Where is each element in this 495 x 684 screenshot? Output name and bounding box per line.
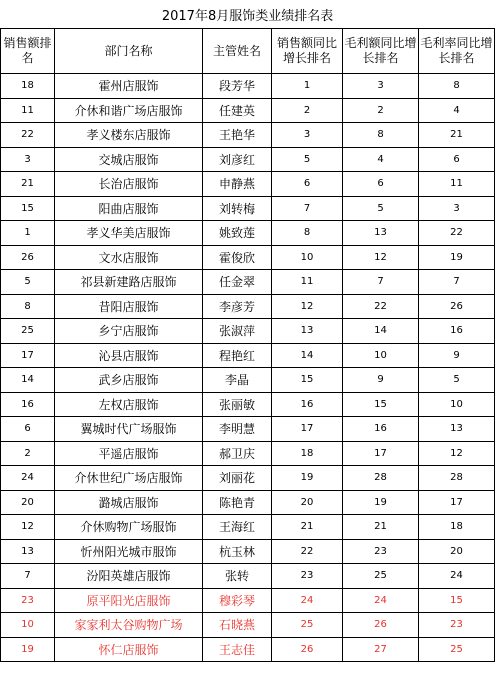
header-dept[interactable]: 部门名称 [55, 29, 203, 74]
cell-profit-growth[interactable]: 19 [343, 490, 419, 515]
cell-manager[interactable]: 陈艳青 [203, 490, 272, 515]
cell-sales-growth[interactable]: 3 [272, 123, 343, 148]
cell-profit-growth[interactable]: 22 [343, 294, 419, 319]
cell-sales-growth[interactable]: 1 [272, 74, 343, 99]
cell-margin-growth[interactable]: 13 [419, 417, 495, 442]
cell-dept[interactable]: 介休和谐广场店服饰 [55, 98, 203, 123]
cell-manager[interactable]: 李彦芳 [203, 294, 272, 319]
table-row [1, 196, 495, 221]
cell-dept[interactable]: 沁县店服饰 [55, 343, 203, 368]
cell-margin-growth[interactable]: 17 [419, 490, 495, 515]
cell-manager[interactable]: 王海红 [203, 515, 272, 540]
cell-margin-growth[interactable]: 25 [419, 637, 495, 662]
cell-profit-growth[interactable]: 9 [343, 368, 419, 393]
cell-dept[interactable]: 介休购物广场服饰 [55, 515, 203, 540]
cell-margin-growth[interactable]: 22 [419, 221, 495, 246]
table-row [1, 172, 495, 197]
cell-margin-growth[interactable]: 23 [419, 613, 495, 638]
cell-sales-rank[interactable]: 10 [1, 613, 55, 638]
cell-sales-rank[interactable]: 19 [1, 637, 55, 662]
cell-manager[interactable]: 李明慧 [203, 417, 272, 442]
cell-dept[interactable]: 武乡店服饰 [55, 368, 203, 393]
cell-profit-growth[interactable]: 27 [343, 637, 419, 662]
cell-manager[interactable]: 杭玉林 [203, 539, 272, 564]
cell-manager[interactable]: 任金翠 [203, 270, 272, 295]
cell-manager[interactable]: 任建英 [203, 98, 272, 123]
cell-dept[interactable]: 左权店服饰 [55, 392, 203, 417]
cell-sales-growth[interactable]: 7 [272, 196, 343, 221]
header-row [1, 29, 495, 74]
cell-sales-growth[interactable]: 19 [272, 466, 343, 491]
cell-sales-growth[interactable]: 21 [272, 515, 343, 540]
cell-profit-growth[interactable]: 24 [343, 588, 419, 613]
table-row [1, 147, 495, 172]
cell-sales-growth[interactable]: 22 [272, 539, 343, 564]
cell-dept[interactable]: 潞城店服饰 [55, 490, 203, 515]
cell-manager[interactable]: 姚致莲 [203, 221, 272, 246]
cell-sales-growth[interactable]: 17 [272, 417, 343, 442]
cell-dept[interactable]: 汾阳英雄店服饰 [55, 564, 203, 589]
cell-margin-growth[interactable]: 4 [419, 98, 495, 123]
header-sales-growth[interactable]: 销售额同比增长排名 [272, 29, 343, 74]
cell-sales-rank[interactable]: 14 [1, 368, 55, 393]
cell-sales-rank[interactable]: 13 [1, 539, 55, 564]
table-row [1, 343, 495, 368]
cell-profit-growth[interactable]: 17 [343, 441, 419, 466]
cell-sales-rank[interactable]: 20 [1, 490, 55, 515]
cell-margin-growth[interactable]: 7 [419, 270, 495, 295]
table-row [1, 466, 495, 491]
header-manager[interactable]: 主管姓名 [203, 29, 272, 74]
cell-sales-rank[interactable]: 18 [1, 74, 55, 99]
cell-dept[interactable]: 交城店服饰 [55, 147, 203, 172]
cell-manager[interactable]: 穆彩琴 [203, 588, 272, 613]
cell-manager[interactable]: 王志佳 [203, 637, 272, 662]
cell-manager[interactable]: 郝卫庆 [203, 441, 272, 466]
cell-sales-growth[interactable]: 5 [272, 147, 343, 172]
cell-sales-rank[interactable]: 11 [1, 98, 55, 123]
table-row [1, 490, 495, 515]
cell-sales-growth[interactable]: 14 [272, 343, 343, 368]
cell-profit-growth[interactable]: 6 [343, 172, 419, 197]
table-row [1, 123, 495, 148]
cell-manager[interactable]: 申静燕 [203, 172, 272, 197]
header-sales-rank[interactable]: 销售额排名 [1, 29, 55, 74]
title-row [1, 0, 495, 29]
cell-sales-growth[interactable]: 10 [272, 245, 343, 270]
cell-margin-growth[interactable]: 15 [419, 588, 495, 613]
cell-sales-rank[interactable]: 26 [1, 245, 55, 270]
table-row [1, 564, 495, 589]
table-row [1, 98, 495, 123]
cell-sales-growth[interactable]: 16 [272, 392, 343, 417]
cell-dept[interactable]: 阳曲店服饰 [55, 196, 203, 221]
cell-sales-growth[interactable]: 8 [272, 221, 343, 246]
cell-manager[interactable]: 霍俊欣 [203, 245, 272, 270]
cell-sales-rank[interactable]: 17 [1, 343, 55, 368]
cell-profit-growth[interactable]: 5 [343, 196, 419, 221]
cell-sales-rank[interactable]: 16 [1, 392, 55, 417]
cell-dept[interactable]: 昔阳店服饰 [55, 294, 203, 319]
cell-margin-growth[interactable]: 8 [419, 74, 495, 99]
cell-sales-rank[interactable]: 1 [1, 221, 55, 246]
cell-sales-rank[interactable]: 6 [1, 417, 55, 442]
cell-sales-growth[interactable]: 13 [272, 319, 343, 344]
cell-manager[interactable]: 刘彦红 [203, 147, 272, 172]
cell-margin-growth[interactable]: 24 [419, 564, 495, 589]
cell-sales-growth[interactable]: 15 [272, 368, 343, 393]
cell-dept[interactable]: 孝义华美店服饰 [55, 221, 203, 246]
cell-profit-growth[interactable]: 28 [343, 466, 419, 491]
cell-sales-growth[interactable]: 23 [272, 564, 343, 589]
cell-sales-rank[interactable]: 7 [1, 564, 55, 589]
cell-profit-growth[interactable]: 14 [343, 319, 419, 344]
cell-profit-growth[interactable]: 23 [343, 539, 419, 564]
cell-sales-growth[interactable]: 12 [272, 294, 343, 319]
cell-margin-growth[interactable]: 3 [419, 196, 495, 221]
cell-margin-growth[interactable]: 19 [419, 245, 495, 270]
table-row [1, 515, 495, 540]
cell-dept[interactable]: 孝义楼东店服饰 [55, 123, 203, 148]
cell-margin-growth[interactable]: 9 [419, 343, 495, 368]
cell-margin-growth[interactable]: 6 [419, 147, 495, 172]
table-row [1, 74, 495, 99]
cell-profit-growth[interactable]: 13 [343, 221, 419, 246]
cell-margin-growth[interactable]: 11 [419, 172, 495, 197]
cell-profit-growth[interactable]: 25 [343, 564, 419, 589]
cell-dept[interactable]: 霍州店服饰 [55, 74, 203, 99]
cell-manager[interactable]: 张淑萍 [203, 319, 272, 344]
cell-manager[interactable]: 李晶 [203, 368, 272, 393]
header-margin-growth[interactable]: 毛利率同比增长排名 [419, 29, 495, 74]
cell-sales-growth[interactable]: 24 [272, 588, 343, 613]
table-row [1, 245, 495, 270]
cell-dept[interactable]: 平遥店服饰 [55, 441, 203, 466]
table-row [1, 441, 495, 466]
cell-profit-growth[interactable]: 3 [343, 74, 419, 99]
cell-sales-rank[interactable]: 21 [1, 172, 55, 197]
table-row [1, 270, 495, 295]
cell-margin-growth[interactable]: 5 [419, 368, 495, 393]
cell-sales-growth[interactable]: 20 [272, 490, 343, 515]
table-row [1, 221, 495, 246]
cell-sales-growth[interactable]: 26 [272, 637, 343, 662]
cell-sales-rank[interactable]: 2 [1, 441, 55, 466]
table-row [1, 319, 495, 344]
cell-manager[interactable]: 刘转梅 [203, 196, 272, 221]
cell-manager[interactable]: 段芳华 [203, 74, 272, 99]
cell-margin-growth[interactable]: 20 [419, 539, 495, 564]
cell-manager[interactable]: 石晓燕 [203, 613, 272, 638]
cell-profit-growth[interactable]: 16 [343, 417, 419, 442]
cell-dept[interactable]: 忻州阳光城市服饰 [55, 539, 203, 564]
cell-dept[interactable]: 祁县新建路店服饰 [55, 270, 203, 295]
cell-profit-growth[interactable]: 4 [343, 147, 419, 172]
cell-sales-growth[interactable]: 6 [272, 172, 343, 197]
cell-sales-rank[interactable]: 12 [1, 515, 55, 540]
table-row [1, 613, 495, 638]
cell-sales-rank[interactable]: 3 [1, 147, 55, 172]
cell-profit-growth[interactable]: 7 [343, 270, 419, 295]
cell-margin-growth[interactable]: 28 [419, 466, 495, 491]
table-row [1, 588, 495, 613]
cell-dept[interactable]: 原平阳光店服饰 [55, 588, 203, 613]
cell-dept[interactable]: 翼城时代广场服饰 [55, 417, 203, 442]
table-row [1, 417, 495, 442]
cell-dept[interactable]: 文水店服饰 [55, 245, 203, 270]
cell-profit-growth[interactable]: 21 [343, 515, 419, 540]
cell-sales-rank[interactable]: 15 [1, 196, 55, 221]
cell-sales-rank[interactable]: 22 [1, 123, 55, 148]
cell-sales-growth[interactable]: 11 [272, 270, 343, 295]
cell-manager[interactable]: 程艳红 [203, 343, 272, 368]
cell-margin-growth[interactable]: 16 [419, 319, 495, 344]
cell-dept[interactable]: 介休世纪广场店服饰 [55, 466, 203, 491]
cell-dept[interactable]: 长治店服饰 [55, 172, 203, 197]
cell-profit-growth[interactable]: 10 [343, 343, 419, 368]
cell-manager[interactable]: 刘丽花 [203, 466, 272, 491]
ranking-table-body [1, 0, 495, 662]
cell-margin-growth[interactable]: 21 [419, 123, 495, 148]
cell-margin-growth[interactable]: 26 [419, 294, 495, 319]
cell-margin-growth[interactable]: 10 [419, 392, 495, 417]
cell-manager[interactable]: 王艳华 [203, 123, 272, 148]
cell-sales-rank[interactable]: 5 [1, 270, 55, 295]
cell-profit-growth[interactable]: 2 [343, 98, 419, 123]
table-row [1, 294, 495, 319]
cell-profit-growth[interactable]: 26 [343, 613, 419, 638]
cell-sales-growth[interactable]: 18 [272, 441, 343, 466]
cell-margin-growth[interactable]: 18 [419, 515, 495, 540]
cell-sales-rank[interactable]: 24 [1, 466, 55, 491]
cell-manager[interactable]: 张转 [203, 564, 272, 589]
table-row [1, 539, 495, 564]
cell-sales-rank[interactable]: 23 [1, 588, 55, 613]
cell-profit-growth[interactable]: 15 [343, 392, 419, 417]
cell-profit-growth[interactable]: 8 [343, 123, 419, 148]
cell-profit-growth[interactable]: 12 [343, 245, 419, 270]
table-title[interactable]: 2017年8月服饰类业绩排名表 [1, 0, 495, 29]
cell-manager[interactable]: 张丽敏 [203, 392, 272, 417]
cell-dept[interactable]: 怀仁店服饰 [55, 637, 203, 662]
table-row [1, 368, 495, 393]
table-row [1, 392, 495, 417]
cell-dept[interactable]: 家家利太谷购物广场 [55, 613, 203, 638]
table-row [1, 637, 495, 662]
cell-margin-growth[interactable]: 12 [419, 441, 495, 466]
cell-sales-rank[interactable]: 25 [1, 319, 55, 344]
cell-sales-growth[interactable]: 2 [272, 98, 343, 123]
header-profit-growth[interactable]: 毛利额同比增长排名 [343, 29, 419, 74]
cell-sales-rank[interactable]: 8 [1, 294, 55, 319]
cell-dept[interactable]: 乡宁店服饰 [55, 319, 203, 344]
cell-sales-growth[interactable]: 25 [272, 613, 343, 638]
